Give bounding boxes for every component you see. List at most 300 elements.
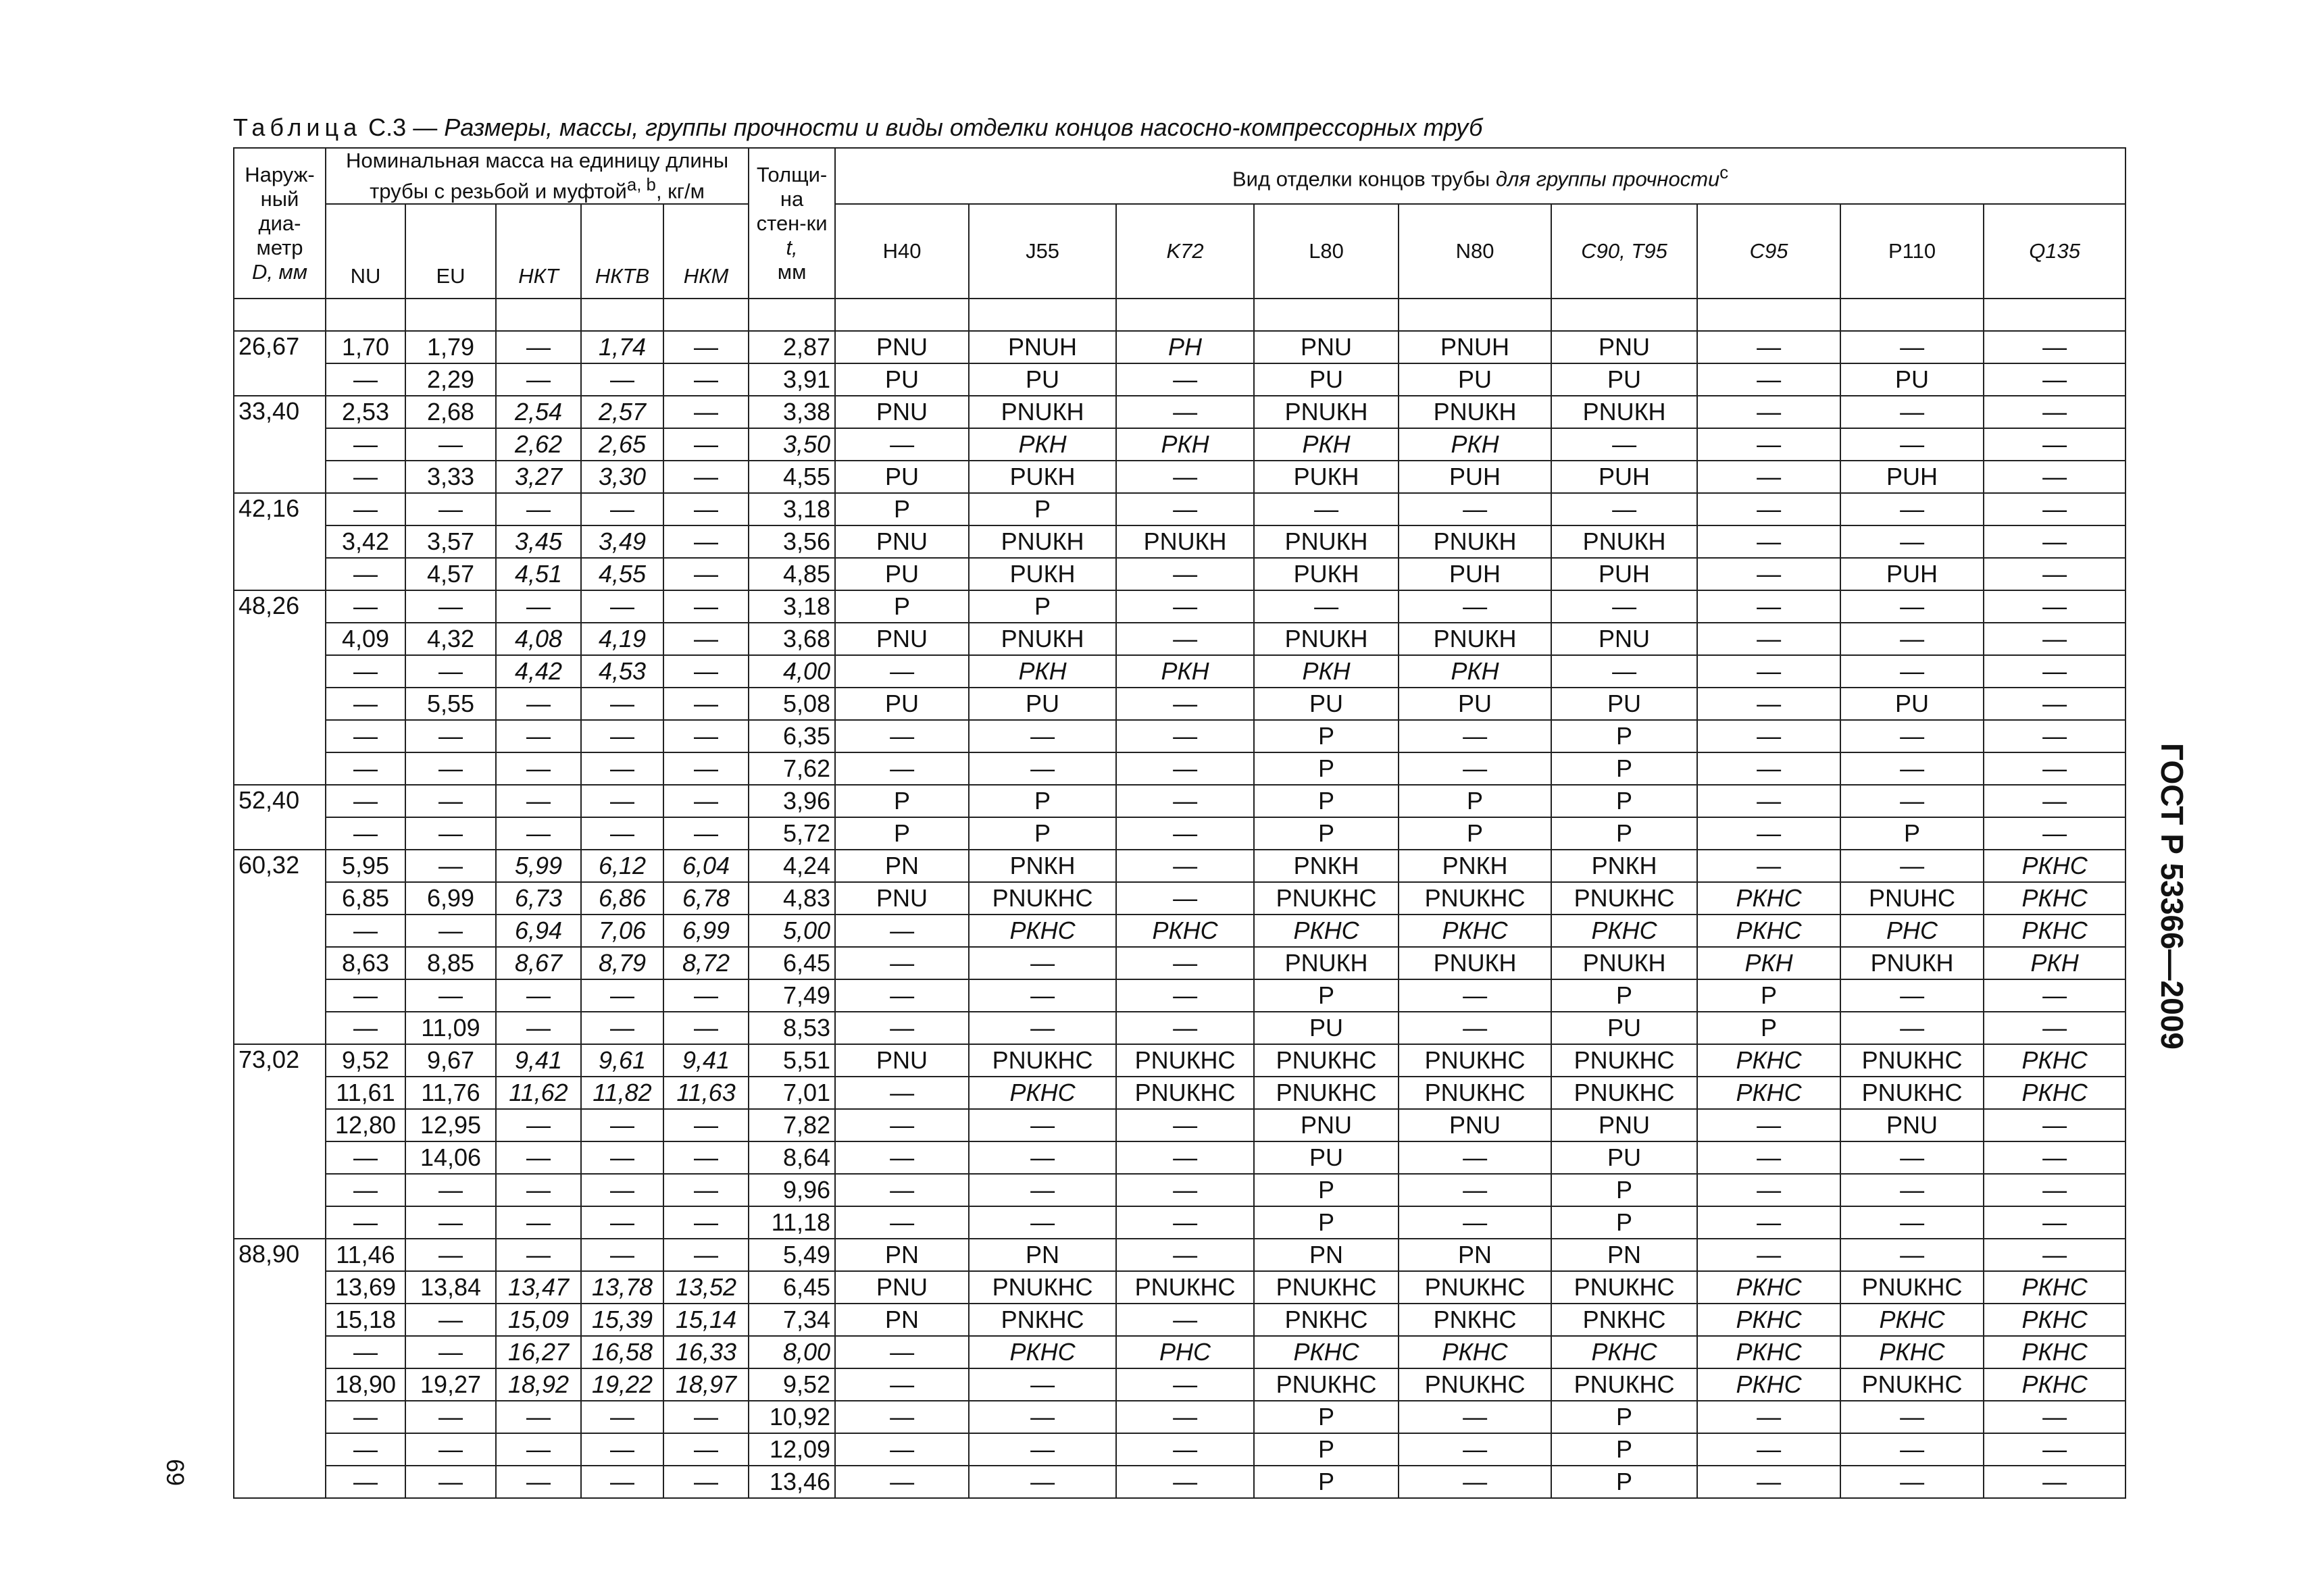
finish-cell: PNUКНС: [1399, 1044, 1551, 1077]
wall-thickness-cell: 13,46: [749, 1466, 835, 1498]
finish-cell: РКН: [969, 428, 1116, 461]
finish-cell: P: [1254, 785, 1399, 817]
mass-cell: 8,85: [405, 947, 496, 979]
finish-cell: —: [1116, 1141, 1254, 1174]
finish-cell: —: [1116, 1206, 1254, 1239]
wall-thickness-cell: 4,85: [749, 558, 835, 590]
finish-cell: P: [1254, 1433, 1399, 1466]
finish-cell: PNUКНС: [1551, 1271, 1697, 1304]
table-row: [234, 493, 2126, 525]
finish-cell: —: [1984, 1466, 2126, 1498]
finish-cell: —: [1984, 331, 2126, 363]
mass-cell: 13,69: [326, 1271, 405, 1304]
mass-cell: 2,29: [405, 363, 496, 396]
caption-number: С.3 —: [368, 113, 438, 141]
mass-cell: —: [326, 493, 405, 525]
mass-cell: —: [581, 1141, 663, 1174]
mass-cell: 7,06: [581, 915, 663, 947]
mass-cell: —: [663, 1109, 749, 1141]
finish-cell: PN: [1551, 1239, 1697, 1271]
mass-cell: —: [581, 785, 663, 817]
spacer-cell: [234, 299, 326, 331]
finish-cell: PNКН: [1551, 850, 1697, 882]
finish-cell: —: [1984, 720, 2126, 752]
finish-cell: —: [835, 1141, 969, 1174]
finish-cell: —: [1116, 461, 1254, 493]
finish-cell: —: [969, 1174, 1116, 1206]
finish-cell: —: [1116, 1304, 1254, 1336]
finish-cell: —: [1840, 623, 1984, 655]
finish-cell: —: [1116, 785, 1254, 817]
wall-thickness-cell: 7,62: [749, 752, 835, 785]
finish-cell: —: [969, 720, 1116, 752]
finish-cell: —: [1399, 1401, 1551, 1433]
wall-thickness-cell: 9,96: [749, 1174, 835, 1206]
finish-cell: PNUКНС: [1399, 1271, 1551, 1304]
mass-cell: —: [663, 558, 749, 590]
finish-cell: —: [835, 947, 969, 979]
finish-cell: —: [835, 1433, 969, 1466]
mass-cell: —: [326, 752, 405, 785]
mass-cell: —: [581, 1012, 663, 1044]
wall-thickness-cell: 3,56: [749, 525, 835, 558]
finish-cell: —: [1399, 1012, 1551, 1044]
table-row: [234, 590, 2126, 623]
finish-cell: PNUКНС: [1840, 1271, 1984, 1304]
finish-cell: РКНС: [1697, 1044, 1840, 1077]
mass-cell: —: [405, 1336, 496, 1368]
finish-cell: —: [1840, 396, 1984, 428]
mass-cell: —: [663, 688, 749, 720]
finish-cell: РКН: [969, 655, 1116, 688]
finish-cell: PN: [835, 850, 969, 882]
mass-cell: 16,58: [581, 1336, 663, 1368]
mass-cell: 2,53: [326, 396, 405, 428]
wall-thickness-cell: 5,00: [749, 915, 835, 947]
finish-cell: —: [1840, 785, 1984, 817]
finish-cell: PU: [1551, 1012, 1697, 1044]
wall-thickness-cell: 3,18: [749, 590, 835, 623]
finish-cell: РКН: [1399, 655, 1551, 688]
finish-cell: —: [1840, 1401, 1984, 1433]
header-outer-diameter-text: Наруж-ный диа-метр: [245, 162, 315, 259]
header-grade-col: P110: [1840, 204, 1984, 299]
finish-cell: PNКНС: [969, 1304, 1116, 1336]
finish-cell: PNUКН: [1551, 947, 1697, 979]
finish-cell: PNUКН: [1399, 623, 1551, 655]
mass-cell: —: [663, 720, 749, 752]
mass-cell: 16,33: [663, 1336, 749, 1368]
table-row: [234, 428, 2126, 461]
finish-cell: —: [1116, 979, 1254, 1012]
header-mass-sup: a, b: [626, 176, 656, 195]
finish-cell: P: [1551, 752, 1697, 785]
mass-cell: —: [496, 979, 581, 1012]
wall-thickness-cell: 7,34: [749, 1304, 835, 1336]
header-mass-col: EU: [405, 204, 496, 299]
finish-cell: PN: [1399, 1239, 1551, 1271]
wall-thickness-cell: 5,49: [749, 1239, 835, 1271]
header-grade-col: H40: [835, 204, 969, 299]
finish-cell: —: [1984, 1109, 2126, 1141]
header-mass-col: NU: [326, 204, 405, 299]
mass-cell: —: [581, 1174, 663, 1206]
finish-cell: P: [1551, 817, 1697, 850]
finish-cell: —: [1697, 428, 1840, 461]
mass-cell: 3,57: [405, 525, 496, 558]
finish-cell: PNUКНС: [1254, 1271, 1399, 1304]
finish-cell: РКНС: [1116, 915, 1254, 947]
finish-cell: —: [1697, 1466, 1840, 1498]
mass-cell: 18,92: [496, 1368, 581, 1401]
finish-cell: РКНС: [1551, 1336, 1697, 1368]
finish-cell: —: [1984, 1206, 2126, 1239]
finish-cell: PU: [835, 363, 969, 396]
finish-cell: PNUКН: [1551, 396, 1697, 428]
finish-cell: —: [1116, 363, 1254, 396]
finish-cell: PNU: [835, 1271, 969, 1304]
finish-cell: P: [835, 590, 969, 623]
mass-cell: —: [496, 1109, 581, 1141]
mass-cell: —: [326, 785, 405, 817]
finish-cell: —: [1116, 752, 1254, 785]
finish-cell: —: [1697, 1141, 1840, 1174]
finish-cell: PNUКНС: [1840, 1077, 1984, 1109]
mass-cell: —: [581, 817, 663, 850]
mass-cell: —: [663, 493, 749, 525]
finish-cell: —: [1551, 428, 1697, 461]
finish-cell: РКН: [1254, 428, 1399, 461]
finish-cell: —: [1840, 525, 1984, 558]
finish-cell: —: [1984, 363, 2126, 396]
header-outer-diameter: [234, 148, 326, 299]
finish-cell: РНС: [1840, 915, 1984, 947]
finish-cell: PNUКН: [1254, 623, 1399, 655]
finish-cell: PNUКНС: [1551, 882, 1697, 915]
table-row: [234, 1336, 2126, 1368]
finish-cell: PNКНС: [1399, 1304, 1551, 1336]
finish-cell: РКНС: [1697, 1077, 1840, 1109]
mass-cell: 6,04: [663, 850, 749, 882]
finish-cell: РКНС: [1697, 1304, 1840, 1336]
mass-cell: —: [405, 1304, 496, 1336]
finish-cell: —: [1984, 817, 2126, 850]
finish-cell: —: [1840, 752, 1984, 785]
finish-cell: P: [969, 493, 1116, 525]
finish-cell: PUН: [1551, 558, 1697, 590]
mass-cell: —: [663, 1239, 749, 1271]
finish-cell: —: [1254, 493, 1399, 525]
finish-cell: —: [1697, 363, 1840, 396]
header-mass-unit: , кг/м: [655, 179, 705, 203]
finish-cell: —: [835, 915, 969, 947]
mass-cell: 3,33: [405, 461, 496, 493]
finish-cell: P: [1254, 720, 1399, 752]
spacer-cell: [496, 299, 581, 331]
finish-cell: —: [969, 1401, 1116, 1433]
mass-cell: 18,97: [663, 1368, 749, 1401]
header-wall-text: Толщи-на стен-ки: [756, 162, 828, 235]
finish-cell: —: [1116, 1368, 1254, 1401]
finish-cell: PNUНС: [1840, 882, 1984, 915]
table-row: [234, 1239, 2126, 1271]
finish-cell: —: [1697, 850, 1840, 882]
mass-cell: —: [663, 1466, 749, 1498]
finish-cell: —: [969, 1206, 1116, 1239]
finish-cell: —: [1116, 720, 1254, 752]
finish-cell: PUН: [1551, 461, 1697, 493]
finish-cell: РКНС: [1984, 1271, 2126, 1304]
finish-cell: PNUКНС: [1551, 1077, 1697, 1109]
header-mass-col: НКТВ: [581, 204, 663, 299]
finish-cell: PNUКНС: [1254, 1368, 1399, 1401]
mass-cell: —: [405, 752, 496, 785]
finish-cell: РКНС: [1984, 915, 2126, 947]
finish-cell: P: [969, 817, 1116, 850]
finish-cell: —: [1840, 1206, 1984, 1239]
finish-cell: PNUКН: [1551, 525, 1697, 558]
finish-cell: PUН: [1840, 558, 1984, 590]
finish-cell: —: [1116, 947, 1254, 979]
spacer-cell: [749, 299, 835, 331]
finish-cell: —: [1116, 1239, 1254, 1271]
mass-cell: —: [326, 590, 405, 623]
finish-cell: —: [1116, 493, 1254, 525]
finish-cell: PNUКНС: [969, 1271, 1116, 1304]
outer-diameter-cell: 33,40: [234, 396, 326, 493]
header-wall-unit: мм: [777, 259, 807, 284]
mass-cell: 4,55: [581, 558, 663, 590]
finish-cell: —: [969, 1433, 1116, 1466]
mass-cell: 3,45: [496, 525, 581, 558]
finish-cell: —: [1254, 590, 1399, 623]
finish-cell: —: [1551, 493, 1697, 525]
wall-thickness-cell: 12,09: [749, 1433, 835, 1466]
mass-cell: 15,39: [581, 1304, 663, 1336]
finish-cell: —: [1399, 1433, 1551, 1466]
table-row: [234, 655, 2126, 688]
mass-cell: —: [405, 1466, 496, 1498]
mass-cell: —: [663, 363, 749, 396]
finish-cell: PNUКН: [1116, 525, 1254, 558]
finish-cell: PU: [1399, 688, 1551, 720]
finish-cell: PNUКНС: [1254, 1077, 1399, 1109]
finish-cell: —: [1399, 493, 1551, 525]
finish-cell: P: [1551, 979, 1697, 1012]
wall-thickness-cell: 7,49: [749, 979, 835, 1012]
finish-cell: PUКН: [1254, 558, 1399, 590]
mass-cell: 6,12: [581, 850, 663, 882]
mass-cell: 4,32: [405, 623, 496, 655]
finish-cell: P: [1254, 1206, 1399, 1239]
mass-cell: —: [496, 785, 581, 817]
mass-cell: —: [663, 428, 749, 461]
table-row: [234, 331, 2126, 363]
finish-cell: —: [1697, 396, 1840, 428]
mass-cell: 16,27: [496, 1336, 581, 1368]
header-grade-col: C95: [1697, 204, 1840, 299]
finish-cell: PU: [835, 461, 969, 493]
finish-cell: PNКН: [1254, 850, 1399, 882]
spacer-cell: [835, 299, 969, 331]
finish-cell: PNUКНС: [1399, 1368, 1551, 1401]
standard-label: ГОСТ Р 53366—2009: [2155, 743, 2190, 1050]
wall-thickness-cell: 4,83: [749, 882, 835, 915]
wall-thickness-cell: 5,72: [749, 817, 835, 850]
finish-cell: —: [969, 947, 1116, 979]
finish-cell: —: [1984, 525, 2126, 558]
mass-cell: 15,18: [326, 1304, 405, 1336]
mass-cell: —: [405, 915, 496, 947]
finish-cell: РКНС: [1697, 915, 1840, 947]
mass-cell: —: [496, 1433, 581, 1466]
finish-cell: —: [1697, 1174, 1840, 1206]
table-row: [234, 1044, 2126, 1077]
finish-cell: PUКН: [969, 558, 1116, 590]
spacer-cell: [1399, 299, 1551, 331]
wall-thickness-cell: 3,38: [749, 396, 835, 428]
finish-cell: P: [1840, 817, 1984, 850]
finish-cell: PNUКНС: [969, 1044, 1116, 1077]
mass-cell: 12,95: [405, 1109, 496, 1141]
finish-cell: —: [1984, 493, 2126, 525]
wall-thickness-cell: 3,50: [749, 428, 835, 461]
finish-cell: —: [1697, 1433, 1840, 1466]
mass-cell: 5,95: [326, 850, 405, 882]
finish-cell: —: [1697, 623, 1840, 655]
finish-cell: —: [969, 979, 1116, 1012]
mass-cell: —: [663, 785, 749, 817]
finish-cell: PNUКНС: [1254, 1044, 1399, 1077]
finish-cell: РКНС: [969, 1077, 1116, 1109]
finish-cell: PNUКН: [1399, 396, 1551, 428]
finish-cell: РКН: [1254, 655, 1399, 688]
finish-cell: —: [1399, 979, 1551, 1012]
finish-cell: —: [1984, 1174, 2126, 1206]
mass-cell: 18,90: [326, 1368, 405, 1401]
finish-cell: —: [1697, 688, 1840, 720]
mass-cell: 11,76: [405, 1077, 496, 1109]
mass-cell: —: [326, 1174, 405, 1206]
mass-cell: 6,86: [581, 882, 663, 915]
mass-cell: 1,70: [326, 331, 405, 363]
finish-cell: PNUКНС: [1840, 1368, 1984, 1401]
mass-cell: —: [496, 363, 581, 396]
finish-cell: —: [1551, 655, 1697, 688]
finish-cell: РКН: [1399, 428, 1551, 461]
mass-cell: —: [581, 590, 663, 623]
finish-cell: РКН: [1116, 655, 1254, 688]
finish-cell: PNUКН: [969, 396, 1116, 428]
header-finish-text: Вид отделки концов трубы: [1232, 167, 1490, 191]
finish-cell: РКНС: [1984, 882, 2126, 915]
mass-cell: 15,09: [496, 1304, 581, 1336]
finish-cell: —: [1984, 428, 2126, 461]
finish-cell: —: [835, 752, 969, 785]
wall-thickness-cell: 10,92: [749, 1401, 835, 1433]
finish-cell: P: [1399, 817, 1551, 850]
finish-cell: —: [835, 1466, 969, 1498]
finish-cell: P: [1551, 785, 1697, 817]
finish-cell: РКНС: [1697, 1336, 1840, 1368]
finish-cell: —: [1116, 558, 1254, 590]
wall-thickness-cell: 3,18: [749, 493, 835, 525]
finish-cell: РКНС: [1254, 915, 1399, 947]
finish-cell: —: [1840, 590, 1984, 623]
mass-cell: —: [326, 1206, 405, 1239]
table-row: [234, 1206, 2126, 1239]
finish-cell: PNUКНС: [1116, 1271, 1254, 1304]
mass-cell: 13,78: [581, 1271, 663, 1304]
finish-cell: PU: [1254, 1141, 1399, 1174]
finish-cell: P: [1254, 1174, 1399, 1206]
finish-cell: —: [1399, 720, 1551, 752]
spacer-cell: [405, 299, 496, 331]
wall-thickness-cell: 5,51: [749, 1044, 835, 1077]
outer-diameter-cell: 73,02: [234, 1044, 326, 1239]
table-row: [234, 1271, 2126, 1304]
mass-cell: 11,46: [326, 1239, 405, 1271]
mass-cell: 13,84: [405, 1271, 496, 1304]
finish-cell: P: [1254, 752, 1399, 785]
mass-cell: 2,62: [496, 428, 581, 461]
mass-cell: —: [326, 1336, 405, 1368]
mass-cell: —: [581, 493, 663, 525]
finish-cell: —: [1984, 688, 2126, 720]
mass-cell: 6,94: [496, 915, 581, 947]
finish-cell: —: [1984, 655, 2126, 688]
finish-cell: —: [1116, 396, 1254, 428]
mass-cell: —: [496, 1012, 581, 1044]
finish-cell: PNU: [835, 1044, 969, 1077]
header-finish-group: [835, 148, 2126, 204]
finish-cell: РКНС: [1697, 1271, 1840, 1304]
mass-cell: —: [326, 915, 405, 947]
header-mass-group: [326, 148, 749, 204]
mass-cell: 2,54: [496, 396, 581, 428]
finish-cell: РКН: [1697, 947, 1840, 979]
finish-cell: PNU: [835, 331, 969, 363]
mass-cell: —: [581, 363, 663, 396]
mass-cell: —: [405, 850, 496, 882]
finish-cell: —: [1116, 850, 1254, 882]
mass-cell: —: [663, 590, 749, 623]
finish-cell: PNU: [1551, 1109, 1697, 1141]
mass-cell: 6,85: [326, 882, 405, 915]
mass-cell: —: [326, 817, 405, 850]
finish-cell: PU: [1551, 1141, 1697, 1174]
finish-cell: —: [835, 655, 969, 688]
mass-cell: —: [496, 1141, 581, 1174]
finish-cell: —: [1399, 1206, 1551, 1239]
mass-cell: —: [581, 752, 663, 785]
mass-cell: —: [663, 979, 749, 1012]
mass-cell: —: [326, 979, 405, 1012]
mass-cell: —: [326, 428, 405, 461]
header-grade-col: C90, T95: [1551, 204, 1697, 299]
wall-thickness-cell: 7,01: [749, 1077, 835, 1109]
finish-cell: PNUКНС: [1399, 1077, 1551, 1109]
finish-cell: PNUКН: [1399, 525, 1551, 558]
finish-cell: P: [1254, 817, 1399, 850]
finish-cell: —: [1984, 1433, 2126, 1466]
finish-cell: —: [1697, 558, 1840, 590]
finish-cell: —: [969, 1109, 1116, 1141]
mass-cell: 8,63: [326, 947, 405, 979]
header-grade-col: K72: [1116, 204, 1254, 299]
finish-cell: РКНС: [1551, 915, 1697, 947]
mass-cell: —: [496, 1466, 581, 1498]
